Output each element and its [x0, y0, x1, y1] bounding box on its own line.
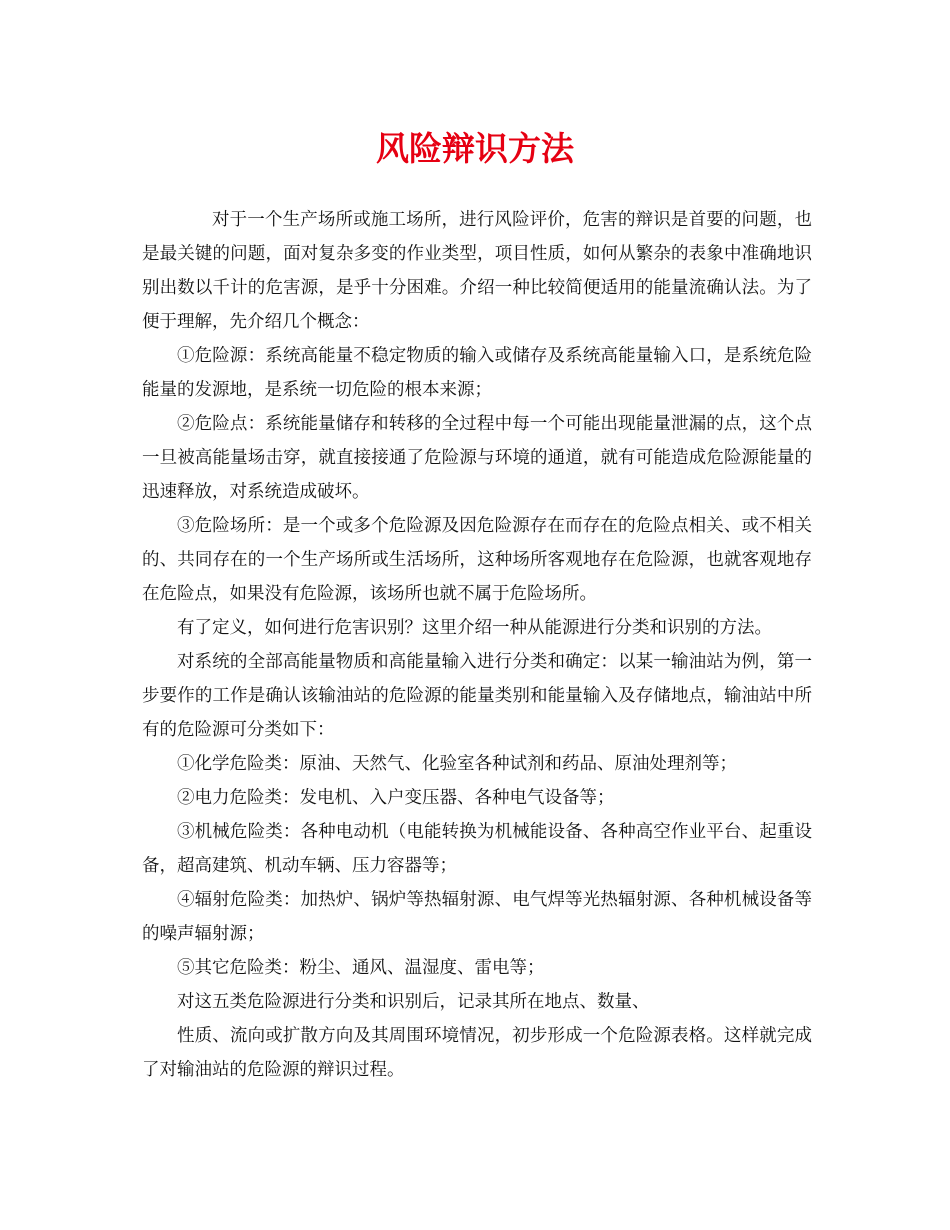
intro-paragraph: 对于一个生产场所或施工场所，进行风险评价，危害的辩识是首要的问题，也是最关键的问题，面对复杂多变的作业类型，项目性质，如何从繁杂的表象中准确地识别出数以千计的危害源，是乎十分困难。介绍一种比较简便适用的能量流确认法。为了便于理解，先介绍几个概念：: [142, 210, 812, 332]
definition-hazard-source: ①危险源：系统高能量不稳定物质的输入或储存及系统高能量输入口，是系统危险能量的发源地，是系统一切危险的根本来源；: [142, 346, 812, 400]
category-other: ⑤其它危险类：粉尘、通风、温湿度、雷电等；: [177, 958, 545, 978]
document-title: 风险辩识方法: [376, 129, 574, 168]
document-body: [142, 203, 812, 1087]
definition-hazard-point: ②危险点：系统能量储存和转移的全过程中每一个可能出现能量泄漏的点，这个点一旦被高能量场击穿，就直接接通了危险源与环境的通道，就有可能造成危险源能量的迅速释放，对系统造成破坏。: [142, 414, 812, 502]
method-intro-paragraph: 有了定义，如何进行危害识别？这里介绍一种从能源进行分类和识别的方法。: [177, 618, 772, 638]
classification-paragraph: 对系统的全部高能量物质和高能量输入进行分类和确定：以某一输油站为例，第一步要作的工作是确认该输油站的危险源的能量类别和能量输入及存储地点，输油站中所有的危险源可分类如下：: [142, 652, 812, 740]
summary-paragraph-part2: 性质、流向或扩散方向及其周围环境情况，初步形成一个危险源表格。这样就完成了对输油站的危险源的辩识过程。: [142, 1026, 812, 1080]
category-radiation: ④辐射危险类：加热炉、锅炉等热辐射源、电气焊等光热辐射源、各种机械设备等的噪声辐射源；: [142, 890, 812, 944]
category-mechanical: ③机械危险类：各种电动机（电能转换为机械能设备、各种高空作业平台、起重设备，超高建筑、机动车辆、压力容器等；: [142, 822, 812, 876]
definition-hazard-place: ③危险场所：是一个或多个危险源及因危险源存在而存在的危险点相关、或不相关的、共同存在的一个生产场所或生活场所，这种场所客观地存在危险源，也就客观地存在危险点，如果没有危险源，该场所也就不属于危险场所。: [142, 516, 812, 604]
category-electrical: ②电力危险类：发电机、入户变压器、各种电气设备等；: [177, 788, 615, 808]
summary-paragraph-part1: 对这五类危险源进行分类和识别后，记录其所在地点、数量、: [177, 992, 650, 1012]
category-chemical: ①化学危险类：原油、天然气、化验室各种试剂和药品、原油处理剂等；: [177, 754, 737, 774]
